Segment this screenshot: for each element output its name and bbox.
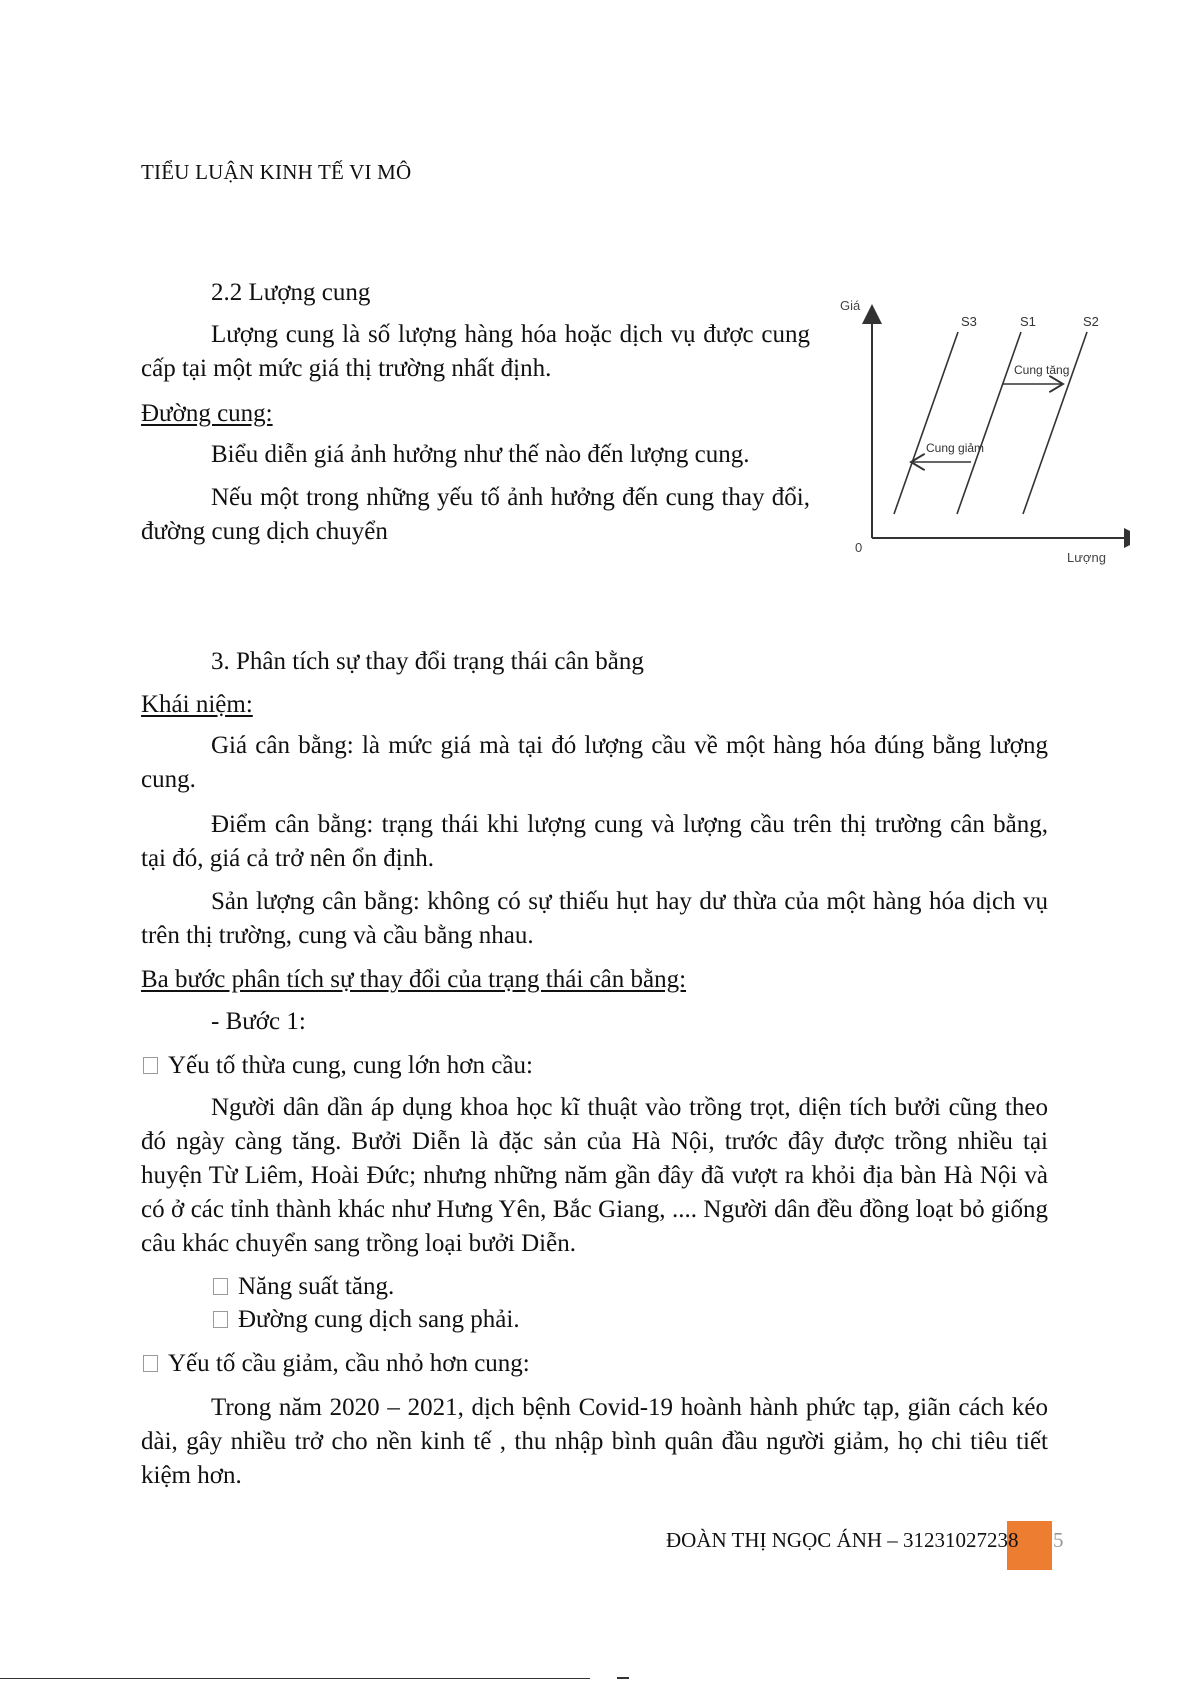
x-axis-label: Lượng	[1067, 550, 1106, 565]
supply-shift-description: Nếu một trong những yếu tố ảnh hưởng đến cung thay đổi, đường cung dịch chuyển	[141, 484, 810, 545]
page-number: 5	[1053, 1528, 1064, 1552]
supply-decrease-label: Cung giảm	[926, 441, 985, 455]
s3-curve	[894, 332, 958, 514]
equilibrium-price-definition: Giá cân bằng: là mức giá mà tại đó lượng cầu về một hàng hóa đúng bằng lượng cung.	[141, 732, 1048, 793]
s2-label: S2	[1083, 314, 1099, 329]
checkbox-icon	[143, 1057, 158, 1074]
y-axis-label: Giá	[840, 298, 861, 313]
paragraph: Trong năm 2020 – 2021, dịch bệnh Covid-19 hoành hành phức tạp, giãn cách kéo dài, gây nhiều trở cho nền kinh tế , thu nhập bình quân đầu người giảm, họ chi tiêu tiết kiệm hơn.	[141, 1394, 1048, 1489]
s2-curve	[1023, 332, 1087, 514]
page-header: TIỂU LUẬN KINH TẾ VI MÔ	[141, 160, 412, 184]
bullet-item	[213, 1303, 520, 1337]
bottom-rule	[0, 1678, 590, 1679]
steps-label: Ba bước phân tích sự thay đổi của trạng thái cân bằng:	[141, 966, 687, 993]
s3-label: S3	[961, 314, 977, 329]
bullet-item	[213, 1270, 394, 1304]
s1-curve	[957, 332, 1021, 514]
checkbox-icon	[143, 1355, 158, 1372]
bottom-mark	[617, 1677, 629, 1679]
factor-item	[143, 1049, 533, 1083]
supply-increase-label: Cung tăng	[1014, 363, 1070, 377]
step-1-label: - Bước 1:	[211, 1008, 306, 1035]
footer-author: ĐOÀN THỊ NGỌC ÁNH – 31231027238	[666, 1528, 1019, 1552]
factor-text: Yếu tố thừa cung, cung lớn hơn cầu:	[168, 1052, 533, 1079]
supply-curve-label: Đường cung:	[141, 400, 273, 427]
checkbox-icon	[213, 1278, 228, 1295]
origin-label: 0	[855, 540, 863, 555]
supply-curve-description: Biểu diễn giá ảnh hưởng như thế nào đến lượng cung.	[211, 441, 750, 468]
bullet-text: Năng suất tăng.	[238, 1273, 395, 1300]
paragraph: Người dân dần áp dụng khoa học kĩ thuật vào trồng trọt, diện tích bưởi cũng theo đó ngày càng tăng. Bưởi Diễn là đặc sản của Hà Nội, trước đây được trồng nhiều tại huyện Từ Liêm, Hoài Đức; nhưng những năm gần đây đã vượt ra khỏi địa bàn Hà Nội và có ở các tỉnh thành khác như Hưng Yên, Bắc Giang, .... Người dân đều đồng loạt bỏ giống câu khác chuyển sang trồng loại bưởi Diễn.	[141, 1094, 1048, 1257]
checkbox-icon	[213, 1311, 228, 1328]
factor-item	[143, 1347, 530, 1381]
equilibrium-point-definition: Điểm cân bằng: trạng thái khi lượng cung và lượng cầu trên thị trường cân bằng, tại đó, giá cả trở nên ổn định.	[141, 811, 1048, 872]
factor-text: Yếu tố cầu giảm, cầu nhỏ hơn cung:	[168, 1350, 530, 1377]
concept-label: Khái niệm:	[141, 691, 253, 718]
section-heading: 2.2 Lượng cung	[211, 279, 371, 306]
s1-label: S1	[1020, 314, 1036, 329]
supply-definition: Lượng cung là số lượng hàng hóa hoặc dịch vụ được cung cấp tại một mức giá thị trường nhất định.	[141, 321, 810, 382]
equilibrium-quantity-definition: Sản lượng cân bằng: không có sự thiếu hụt hay dư thừa của một hàng hóa dịch vụ trên thị trường, cung và cầu bằng nhau.	[141, 888, 1048, 949]
supply-shift-chart	[830, 292, 1130, 572]
section-heading: 3. Phân tích sự thay đổi trạng thái cân bằng	[211, 648, 644, 675]
bullet-text: Đường cung dịch sang phải.	[238, 1306, 520, 1333]
